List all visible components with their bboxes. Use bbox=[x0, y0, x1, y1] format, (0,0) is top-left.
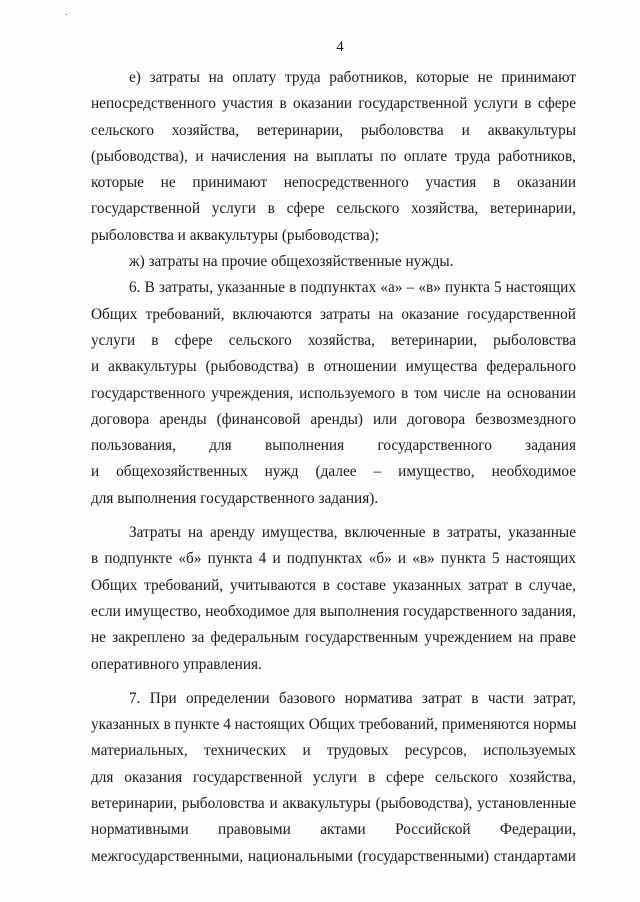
text-line: Общих требований, учитываются в составе указанных затрат в случае, bbox=[91, 576, 576, 594]
text-line: государственного учреждения, используемого в том числе на основании bbox=[91, 384, 576, 402]
text-line: (рыбоводства), и начисления на выплаты по оплате труда работников, bbox=[91, 147, 576, 165]
paragraph-gap bbox=[91, 512, 576, 520]
text-line: сельского хозяйства, ветеринарии, рыболовства и аквакультуры bbox=[91, 121, 576, 139]
paragraph-e bbox=[91, 65, 576, 249]
page-number: 4 bbox=[336, 39, 344, 55]
text-line: материальных, технических и трудовых ресурсов, используемых bbox=[91, 742, 576, 760]
text-line: государственной услуги в сфере сельского хозяйства, ветеринарии, bbox=[91, 200, 576, 218]
paragraph-gap bbox=[91, 678, 576, 686]
text-line: и аквакультуры (рыбоводства) в отношении имущества федерального bbox=[91, 358, 576, 376]
text-line: непосредственного участия в оказании государственной услуги в сфере bbox=[91, 95, 576, 113]
scan-speck bbox=[66, 14, 67, 15]
text-line: ветеринарии, рыболовства и аквакультуры (рыбоводства), установленные bbox=[91, 795, 576, 813]
paragraph-6 bbox=[91, 275, 576, 512]
paragraph-rent bbox=[91, 520, 576, 678]
text-line: рыболовства и аквакультуры (рыбоводства); bbox=[91, 226, 380, 244]
text-line: пользования, для выполнения государственного задания bbox=[91, 437, 576, 455]
text-line: если имущество, необходимое для выполнения государственного задания, bbox=[91, 602, 576, 620]
text-line: которые не принимают непосредственного участия в оказании bbox=[91, 174, 576, 192]
text-line: указанных в пункте 4 настоящих Общих требований, применяются нормы bbox=[91, 716, 576, 734]
text-line: и общехозяйственных нужд (далее – имущество, необходимое bbox=[91, 463, 576, 481]
text-line: в подпункте «б» пункта 4 и подпунктах «б» и «в» пункта 5 настоящих bbox=[91, 550, 576, 568]
text-line: нормативными правовыми актами Российской Федерации, bbox=[91, 821, 576, 839]
text-line: Затраты на аренду имущества, включенные в затраты, указанные bbox=[129, 524, 576, 542]
document-body bbox=[91, 65, 576, 870]
text-line: не закреплено за федеральным государственным учреждением на праве bbox=[91, 629, 576, 647]
paragraph-zh bbox=[91, 249, 576, 275]
text-line: 7. При определении базового норматива затрат в части затрат, bbox=[129, 689, 576, 707]
text-line: услуги в сфере сельского хозяйства, ветеринарии, рыболовства bbox=[91, 331, 576, 349]
text-line: оперативного управления. bbox=[91, 655, 262, 673]
text-line: для оказания государственной услуги в сфере сельского хозяйства, bbox=[91, 768, 576, 786]
text-line: 6. В затраты, указанные в подпунктах «а» – «в» пункта 5 настоящих bbox=[129, 279, 576, 297]
text-line: е) затраты на оплату труда работников, которые не принимают bbox=[129, 69, 576, 86]
paragraph-7 bbox=[91, 686, 576, 870]
text-line: договора аренды (финансовой аренды) или договора безвозмездного bbox=[91, 410, 576, 428]
text-line: для выполнения государственного задания). bbox=[91, 489, 379, 507]
text-line: Общих требований, включаются затраты на оказание государственной bbox=[91, 305, 576, 323]
text-line: межгосударственными, национальными (государственными) стандартами bbox=[91, 847, 576, 865]
text-line: ж) затраты на прочие общехозяйственные нужды. bbox=[129, 253, 454, 271]
